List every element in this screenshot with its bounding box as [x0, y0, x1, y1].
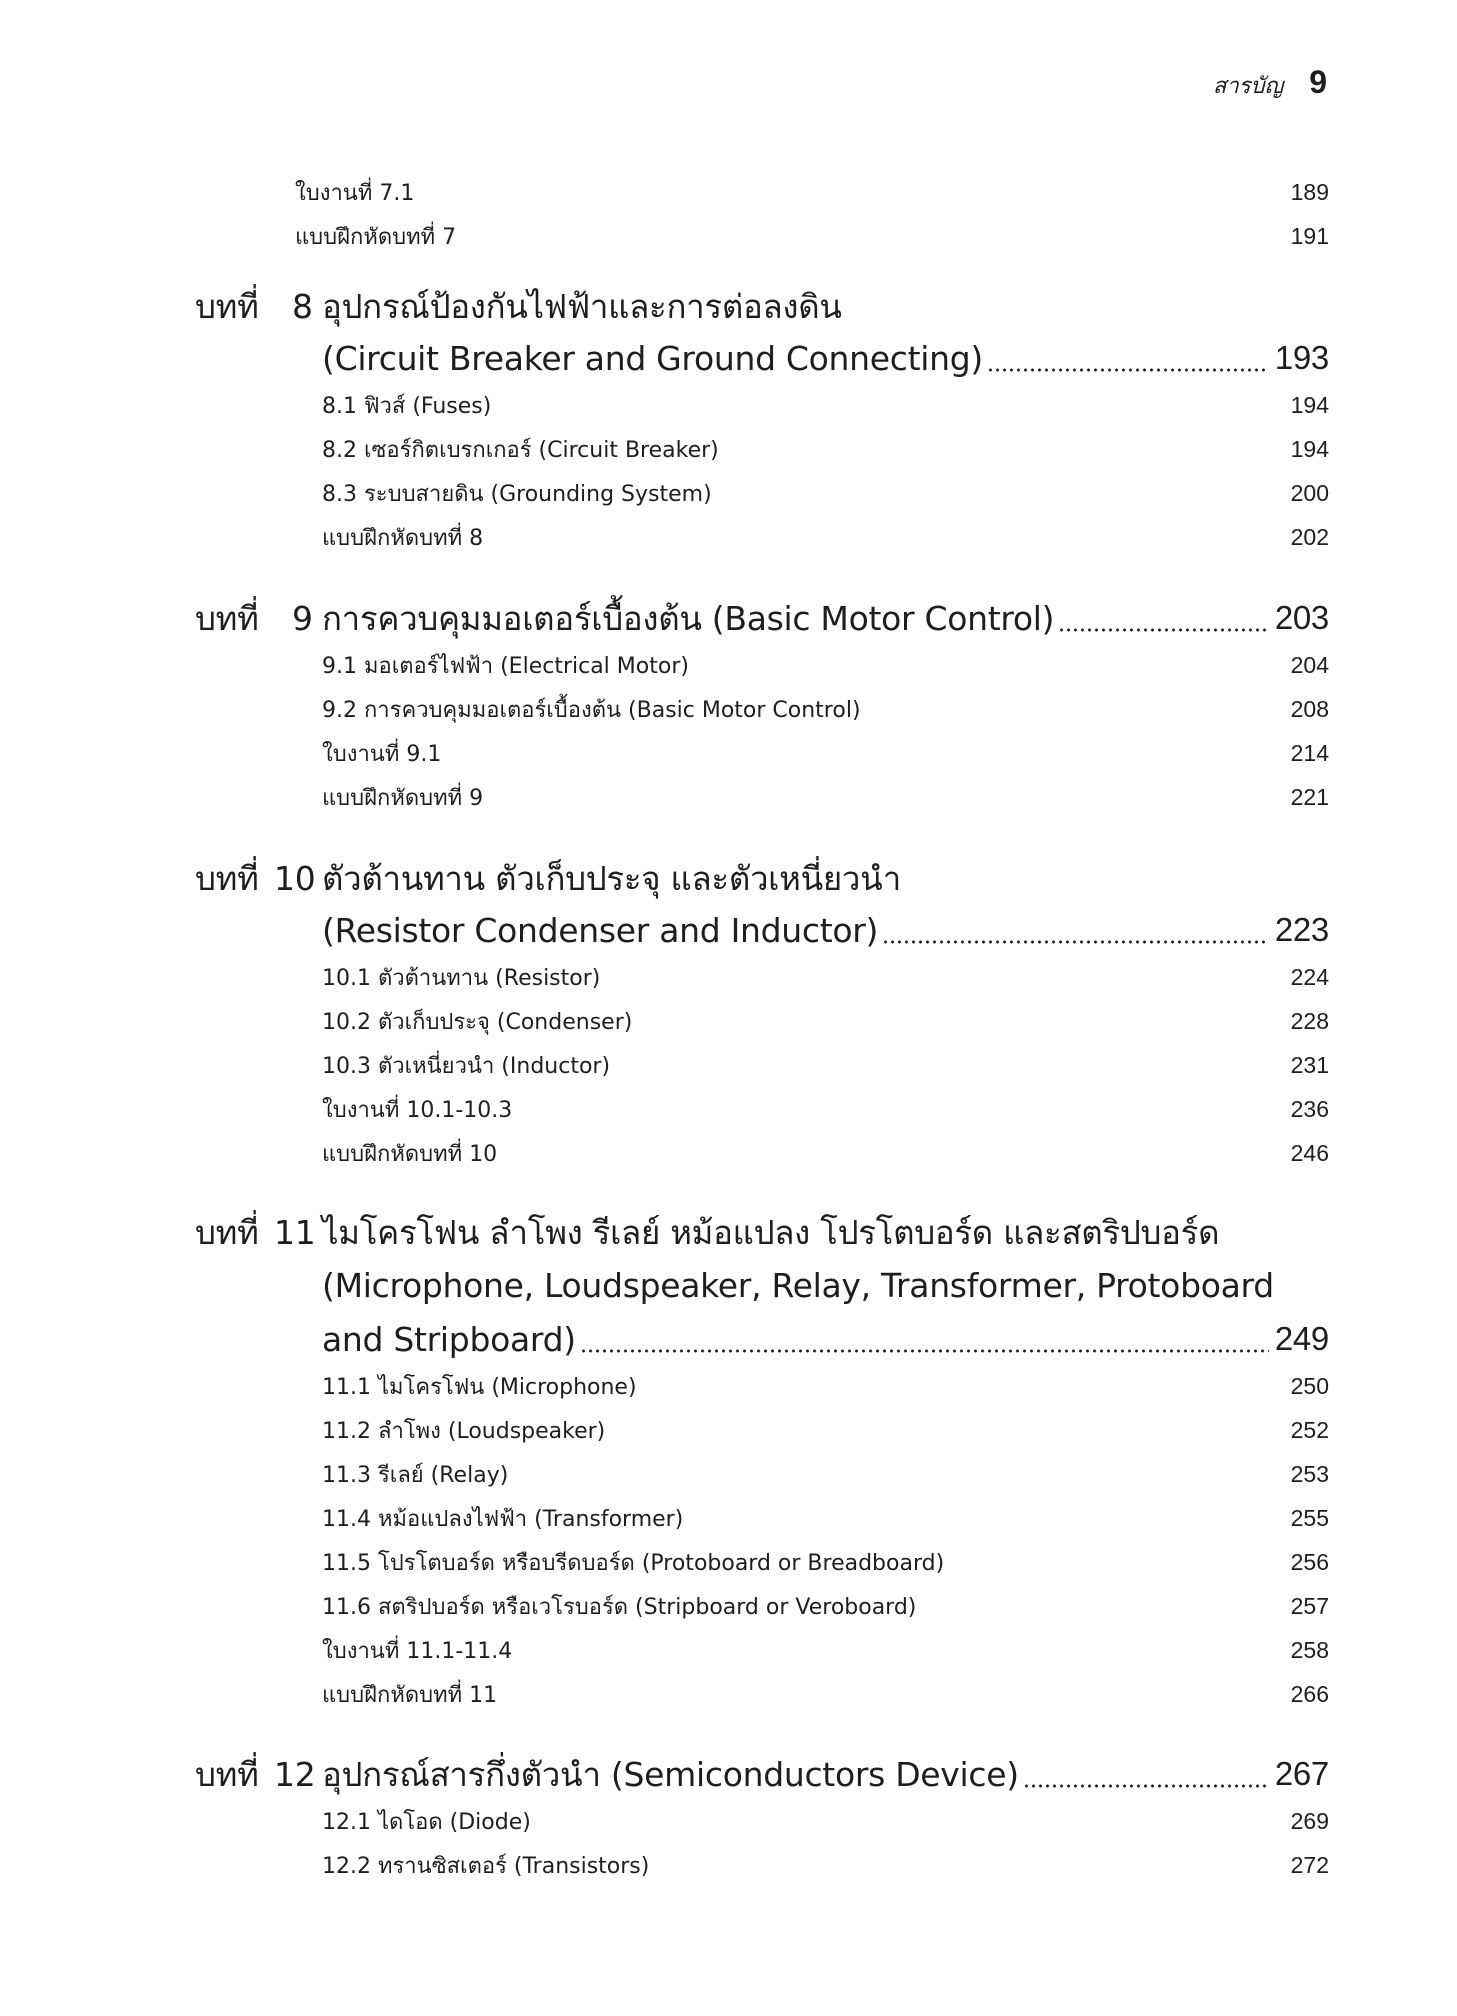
chapter-heading-8-cont[interactable] [0, 330, 1457, 386]
toc-entry-page: 258 [1290, 1636, 1329, 1663]
toc-entry-text: 11.5 โปรโตบอร์ด หรือบรีดบอร์ด (Protoboard or Breadboard) [322, 1550, 945, 1576]
toc-entry[interactable] [0, 1366, 1457, 1406]
toc-entry-page: 194 [1290, 435, 1329, 462]
toc-entry[interactable] [0, 1133, 1457, 1173]
toc-entry[interactable] [0, 1674, 1457, 1714]
toc-entry-page: 256 [1290, 1548, 1329, 1575]
chapter-leader-line [322, 1748, 1329, 1801]
toc-entry-text: 12.1 ไดโอด (Diode) [322, 1809, 531, 1835]
chapter-page: 267 [1274, 1755, 1329, 1792]
toc-entry-text: แบบฝึกหัดบทที่ 10 [322, 1141, 498, 1167]
dot-leader [1023, 1759, 1269, 1789]
toc-entry-text: 11.1 ไมโครโฟน (Microphone) [322, 1374, 637, 1400]
chapter-leader-line [322, 592, 1329, 645]
toc-entry-text: แบบฝึกหัดบทที่ 7 [295, 224, 457, 250]
toc-entry[interactable] [0, 517, 1457, 557]
toc-entry[interactable] [0, 473, 1457, 513]
toc-entry[interactable] [0, 1801, 1457, 1841]
toc-entry[interactable] [0, 1410, 1457, 1450]
toc-entry-page: 202 [1290, 523, 1329, 550]
toc-entry-page: 208 [1290, 695, 1329, 722]
toc-entry[interactable] [0, 1586, 1457, 1626]
toc-entry[interactable] [0, 385, 1457, 425]
toc-entry-text: ใบงานที่ 10.1-10.3 [322, 1097, 513, 1123]
toc-entry-page: 204 [1290, 651, 1329, 678]
toc-entry-page: 255 [1290, 1504, 1329, 1531]
header-page-number: 9 [1309, 64, 1327, 100]
toc-entry-text: ใบงานที่ 11.1-11.4 [322, 1638, 513, 1664]
toc-entry-page: 269 [1290, 1807, 1329, 1834]
toc-entry[interactable] [0, 733, 1457, 773]
chapter-leader-line [322, 339, 1329, 378]
toc-entry-page: 252 [1290, 1416, 1329, 1443]
toc-entry-page: 191 [1290, 222, 1329, 249]
toc-entry-text: ใบงานที่ 7.1 [295, 180, 415, 206]
chapter-title: ตัวต้านทาน ตัวเก็บประจุ และตัวเหนี่ยวนำ [322, 858, 901, 898]
toc-entry[interactable] [0, 1089, 1457, 1129]
toc-entry-text: 8.2 เซอร์กิตเบรกเกอร์ (Circuit Breaker) [322, 437, 719, 463]
toc-entry[interactable] [0, 1045, 1457, 1085]
toc-entry-text: แบบฝึกหัดบทที่ 8 [322, 525, 484, 551]
chapter-subtitle: and Stripboard) [322, 1319, 576, 1359]
chapter-title: ไมโครโฟน ลำโพง รีเลย์ หม้อแปลง โปรโตบอร์ด และสตริปบอร์ด [322, 1212, 1220, 1252]
chapter-page: 203 [1274, 599, 1329, 636]
chapter-number: 9 [292, 598, 313, 638]
chapter-heading-11-cont[interactable] [0, 1311, 1457, 1367]
chapter-leader-line [322, 911, 1329, 950]
toc-entry-page: 257 [1290, 1592, 1329, 1619]
chapter-heading-11[interactable] [0, 1204, 1457, 1260]
chapter-prefix: บทที่ [195, 598, 259, 638]
chapter-subtitle: (Microphone, Loudspeaker, Relay, Transformer, Protoboard [322, 1265, 1274, 1305]
chapter-leader-line [322, 1320, 1329, 1359]
chapter-heading-8[interactable] [0, 278, 1457, 334]
toc-entry-text: 11.6 สตริปบอร์ด หรือเวโรบอร์ด (Stripboard or Veroboard) [322, 1594, 917, 1620]
toc-entry-text: ใบงานที่ 9.1 [322, 741, 442, 767]
toc-entry-text: 10.1 ตัวต้านทาน (Resistor) [322, 965, 601, 991]
toc-entry-page: 228 [1290, 1007, 1329, 1034]
toc-entry-text: 11.2 ลำโพง (Loudspeaker) [322, 1418, 606, 1444]
toc-entry-text: 11.4 หม้อแปลงไฟฟ้า (Transformer) [322, 1506, 684, 1532]
chapter-prefix: บทที่ [195, 1212, 259, 1252]
toc-entry[interactable] [0, 1845, 1457, 1885]
chapter-number: 11 [274, 1212, 316, 1252]
toc-entry-text: แบบฝึกหัดบทที่ 9 [322, 785, 484, 811]
toc-entry[interactable] [0, 216, 1457, 256]
toc-entry-page: 221 [1290, 783, 1329, 810]
chapter-page: 193 [1274, 339, 1329, 376]
toc-entry[interactable] [0, 1498, 1457, 1538]
toc-entry[interactable] [0, 172, 1457, 212]
toc-entry[interactable] [0, 1001, 1457, 1041]
chapter-page: 249 [1274, 1320, 1329, 1357]
chapter-heading-9[interactable] [0, 590, 1457, 646]
toc-entry-text: 9.2 การควบคุมมอเตอร์เบื้องต้น (Basic Motor Control) [322, 697, 861, 723]
toc-entry[interactable] [0, 429, 1457, 469]
dot-leader [987, 343, 1269, 373]
dot-leader [580, 1324, 1269, 1354]
toc-entry-text: 11.3 รีเลย์ (Relay) [322, 1462, 509, 1488]
chapter-heading-11-cont[interactable] [0, 1257, 1457, 1313]
toc-entry-text: 10.2 ตัวเก็บประจุ (Condenser) [322, 1009, 633, 1035]
toc-entry-page: 272 [1290, 1851, 1329, 1878]
chapter-number: 12 [274, 1754, 316, 1794]
toc-entry[interactable] [0, 1630, 1457, 1670]
toc-entry[interactable] [0, 689, 1457, 729]
chapter-number: 8 [292, 286, 313, 326]
chapter-title: อุปกรณ์ป้องกันไฟฟ้าและการต่อลงดิน [322, 286, 842, 326]
toc-entry-text: 12.2 ทรานซิสเตอร์ (Transistors) [322, 1853, 650, 1879]
toc-entry-page: 224 [1290, 963, 1329, 990]
chapter-heading-12[interactable] [0, 1746, 1457, 1802]
chapter-heading-10-cont[interactable] [0, 902, 1457, 958]
toc-entry[interactable] [0, 645, 1457, 685]
chapter-title: การควบคุมมอเตอร์เบื้องต้น (Basic Motor Control) [322, 598, 1055, 638]
chapter-title: อุปกรณ์สารกึ่งตัวนำ (Semiconductors Device) [322, 1754, 1019, 1794]
dot-leader [1058, 603, 1269, 633]
chapter-prefix: บทที่ [195, 286, 259, 326]
toc-entry[interactable] [0, 957, 1457, 997]
toc-entry-text: 10.3 ตัวเหนี่ยวนำ (Inductor) [322, 1053, 611, 1079]
chapter-subtitle: (Circuit Breaker and Ground Connecting) [322, 338, 983, 378]
toc-entry-page: 231 [1290, 1051, 1329, 1078]
toc-entry[interactable] [0, 1454, 1457, 1494]
toc-entry-page: 194 [1290, 391, 1329, 418]
toc-entry-page: 253 [1290, 1460, 1329, 1487]
chapter-number: 10 [274, 858, 316, 898]
dot-leader [882, 915, 1269, 945]
toc-entry-text: 8.3 ระบบสายดิน (Grounding System) [322, 481, 712, 507]
chapter-prefix: บทที่ [195, 1754, 259, 1794]
header-label: สารบัญ [1212, 74, 1284, 99]
toc-entry-page: 250 [1290, 1372, 1329, 1399]
chapter-subtitle: (Resistor Condenser and Inductor) [322, 910, 879, 950]
toc-entry-page: 189 [1290, 178, 1329, 205]
chapter-page: 223 [1274, 911, 1329, 948]
toc-entry-page: 266 [1290, 1680, 1329, 1707]
toc-entry-text: แบบฝึกหัดบทที่ 11 [322, 1682, 498, 1708]
page-header [1213, 64, 1327, 103]
toc-entry-page: 236 [1290, 1095, 1329, 1122]
toc-entry-text: 8.1 ฟิวส์ (Fuses) [322, 393, 492, 419]
chapter-heading-10[interactable] [0, 850, 1457, 906]
toc-entry-text: 9.1 มอเตอร์ไฟฟ้า (Electrical Motor) [322, 653, 689, 679]
toc-entry-page: 214 [1290, 739, 1329, 766]
toc-entry[interactable] [0, 1542, 1457, 1582]
toc-entry[interactable] [0, 777, 1457, 817]
chapter-prefix: บทที่ [195, 858, 259, 898]
toc-entry-page: 246 [1290, 1139, 1329, 1166]
toc-entry-page: 200 [1290, 479, 1329, 506]
